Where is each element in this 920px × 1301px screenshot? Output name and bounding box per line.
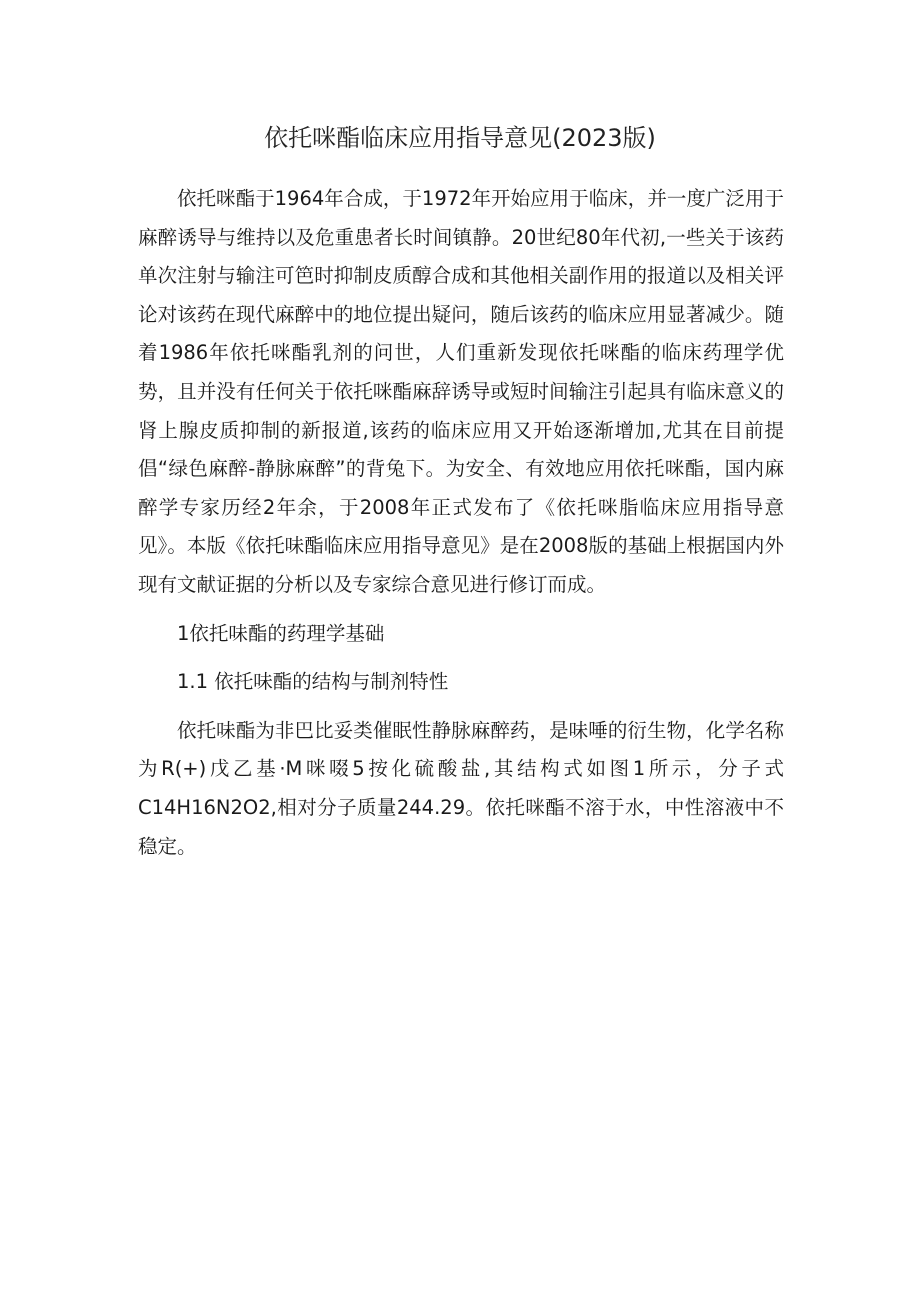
document-body [138,180,784,866]
document-title: 依托咪酯临床应用指导意见(2023版) [264,124,656,152]
section-heading-1-1: 1.1 依托味酯的结构与制剂特性 [177,670,449,694]
structure-paragraph: 依托味酯为非巴比妥类催眠性静脉麻醉药，是味唾的衍生物，化学名称为R(+)戊乙基·M咪啜5按化硫酸盐,其结构式如图1所示，分子式C14H16N2O2,相对分子质量244.29。依托咪酯不溶于水，中性溶液中不稳定。 [138,718,784,858]
intro-paragraph: 依托咪酯于1964年合成，于1972年开始应用于临床，并一度广泛用于麻醉诱导与维持以及危重患者长时间镇静。20世纪80年代初,一些关于该药单次注射与输注可笆时抑制皮质醇合成和其他相关副作用的报道以及相关评论对该药在现代麻醉中的地位提出疑问，随后该药的临床应用显著减少。随着1986年依托咪酯乳剂的问世，人们重新发现依托咪酯的临床药理学优势，且并没有任何关于依托咪酯麻辞诱导或短时间输注引起具有临床意义的肾上腺皮质抑制的新报道,该药的临床应用又开始逐渐增加,尤其在目前提倡“绿色麻醉-静脉麻醉”的背兔下。为安全、有效地应用依托咪酯，国内麻醉学专家历经2年余，于2008年正式发布了《依托咪脂临床应用指导意见》。本版《依托味酯临床应用指导意见》是在2008版的基础上根据国内外现有文献证据的分析以及专家综合意见进行修订而成。 [138,187,784,596]
section-heading-1: 1依托味酯的药理学基础 [177,621,385,645]
